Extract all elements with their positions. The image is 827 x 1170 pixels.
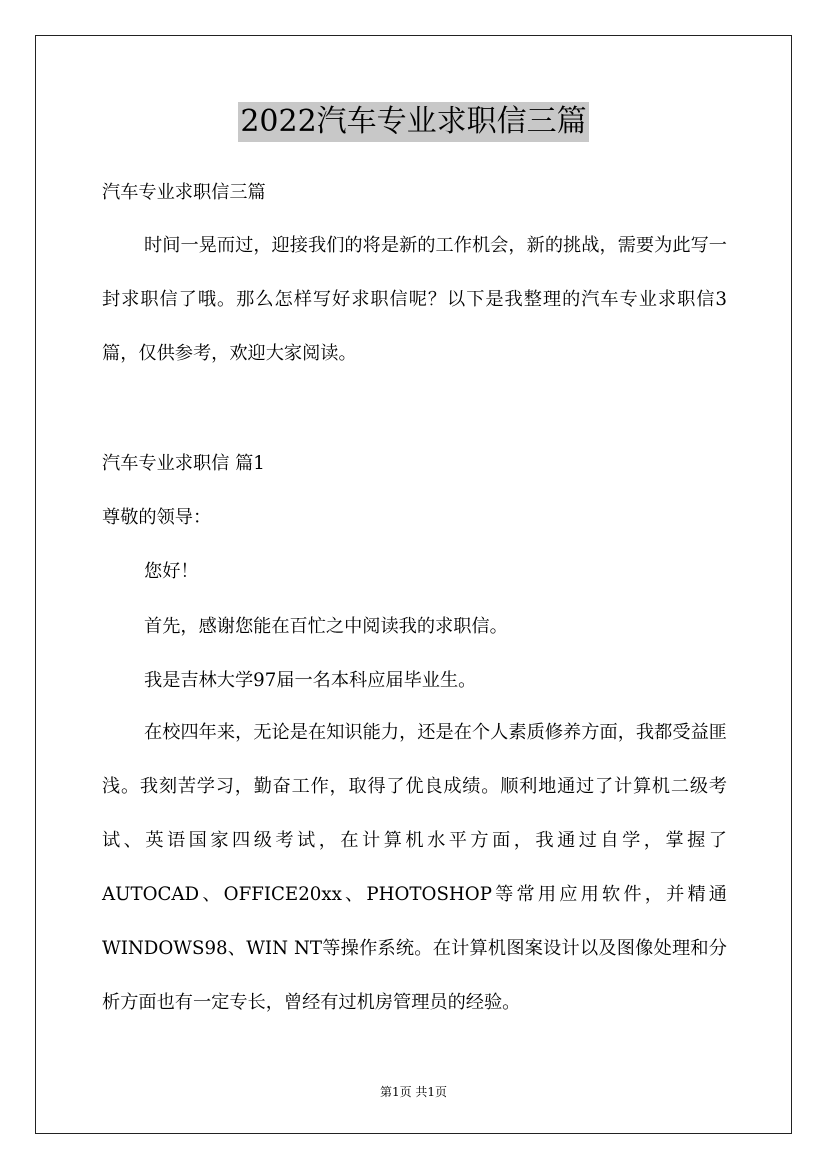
section-heading: 汽车专业求职信 篇1 — [102, 453, 265, 474]
document-title: 2022汽车专业求职信三篇 — [238, 102, 588, 142]
page-footer: 第1页 共1页 — [379, 1085, 448, 1099]
greeting: 您好！ — [144, 561, 199, 582]
intro-paragraph: 时间一晃而过，迎接我们的将是新的工作机会，新的挑战，需要为此写一封求职信了哦。那么怎样写好求职信呢？以下是我整理的汽车专业求职信3篇，仅供参考，欢迎大家阅读。 — [102, 235, 727, 364]
subtitle: 汽车专业求职信三篇 — [102, 182, 266, 203]
paragraph-identity: 我是吉林大学97届一名本科应届毕业生。 — [144, 670, 477, 691]
title-container — [0, 102, 827, 142]
salutation: 尊敬的领导： — [102, 507, 212, 528]
paragraph-experience: 在校四年来，无论是在知识能力，还是在个人素质修养方面，我都受益匪浅。我刻苦学习，勤奋工作，取得了优良成绩。顺利地通过了计算机二级考试、英语国家四级考试，在计算机水平方面，我通过自学，掌握了AUTOCAD、OFFICE20xx、PHOTOSHOP等常用应用软件，并精通WINDOWS98、WIN NT等操作系统。在计算机图案设计以及图像处理和分析方面也有一定专长，曾经有过机房管理员的经验。 — [102, 722, 727, 1013]
paragraph-thanks: 首先，感谢您能在百忙之中阅读我的求职信。 — [144, 616, 508, 637]
